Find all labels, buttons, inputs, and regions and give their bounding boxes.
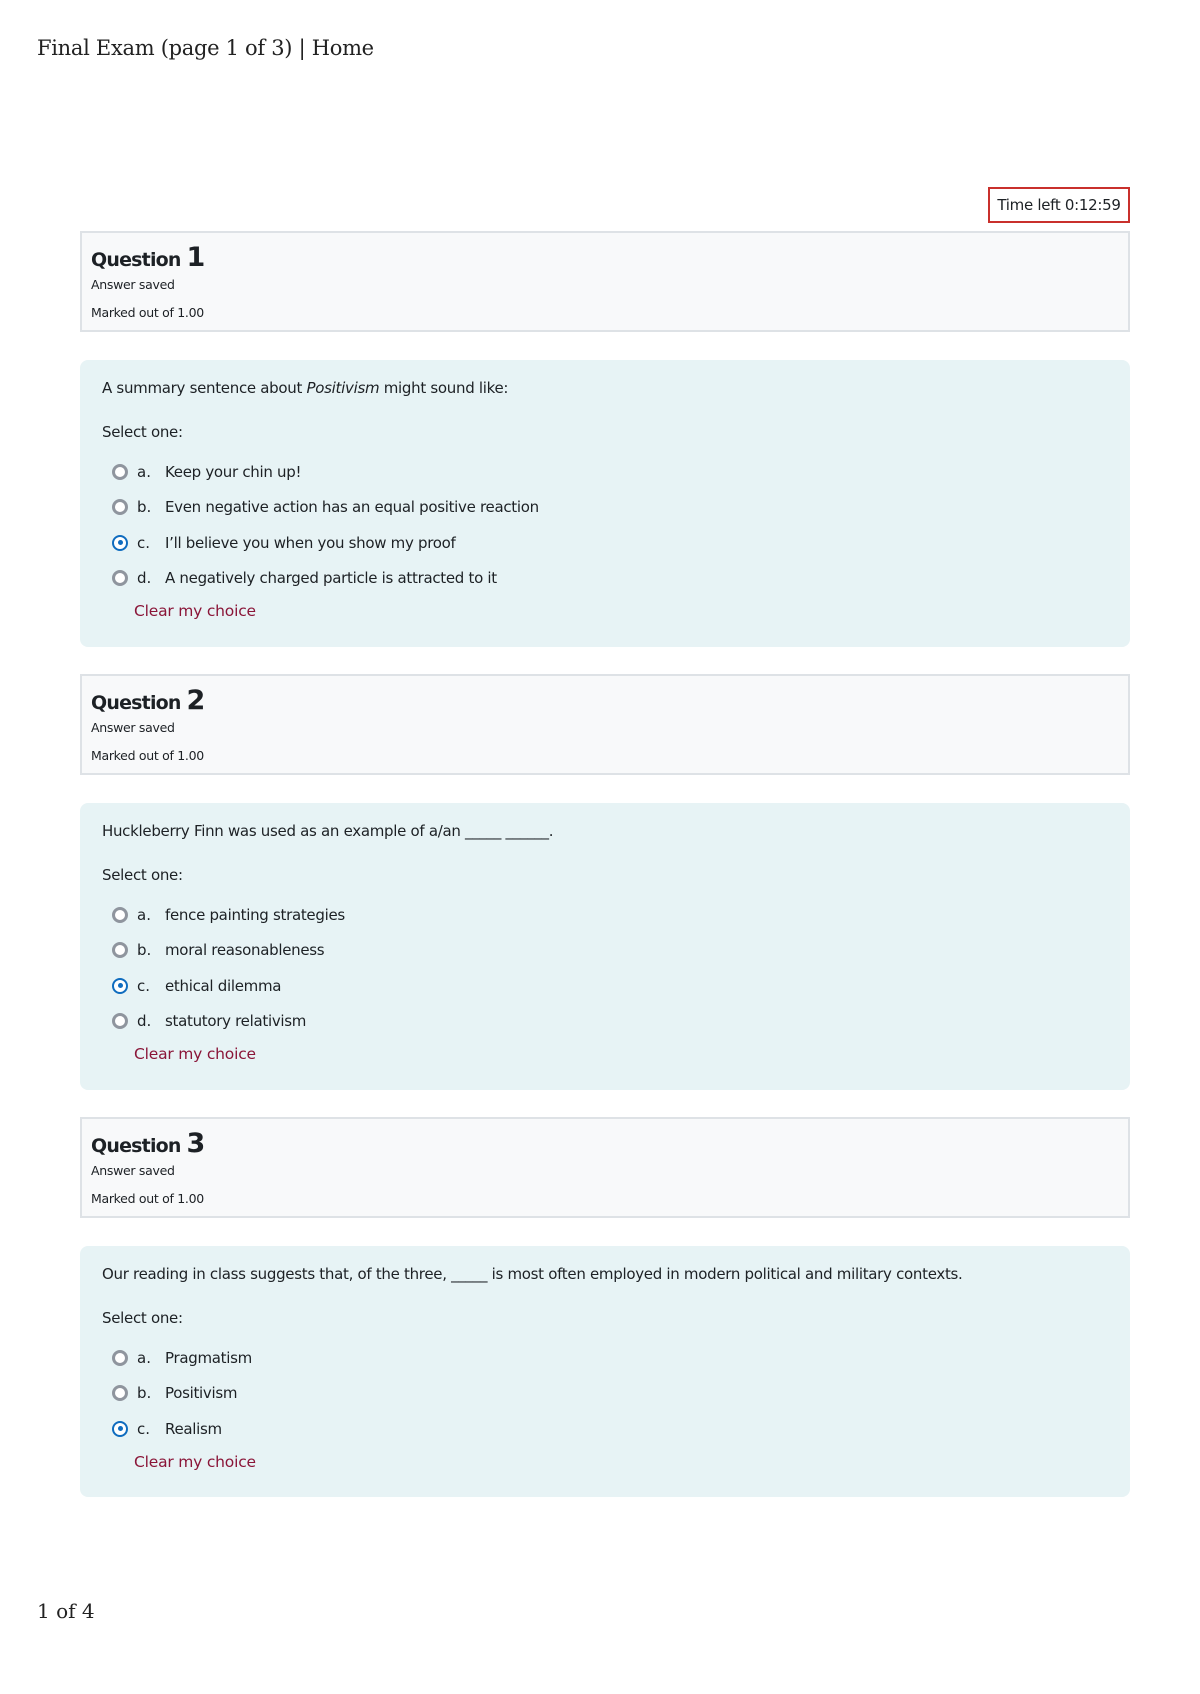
question-number: Question 1 [91,242,206,273]
answer-list [102,454,1108,596]
radio-button[interactable] [112,1385,128,1401]
answer-option-a[interactable]: a. fence painting strategies [112,897,1108,933]
answer-label: I’ll believe you when you show my proof [165,533,456,552]
clear-choice-link[interactable]: Clear my choice [134,602,256,620]
answer-option-c[interactable]: c. ethical dilemma [112,968,1108,1004]
timer-text: Time left 0:12:59 [997,196,1121,214]
answer-label: statutory relativism [165,1012,307,1031]
page-counter: 1 of 4 [37,1599,95,1623]
answer-label: Keep your chin up! [165,462,302,481]
clear-choice-link[interactable]: Clear my choice [134,1452,256,1471]
question-number: Question 3 [91,1128,206,1159]
select-prompt: Select one: [102,423,183,441]
question-state: Answer saved [91,277,175,292]
radio-button[interactable] [112,570,128,586]
answer-option-b[interactable]: b. Even negative action has an equal positive reaction [112,490,1108,526]
radio-button[interactable] [112,464,128,480]
clear-choice-link[interactable]: Clear my choice [134,1045,256,1063]
question-grade: Marked out of 1.00 [91,305,204,320]
question-content-2 [80,803,1130,1090]
question-grade: Marked out of 1.00 [91,748,204,763]
select-prompt: Select one: [102,1309,183,1327]
answer-label: A negatively charged particle is attracted to it [165,569,497,588]
quiz-timer [988,187,1130,223]
answer-label: Positivism [165,1384,238,1403]
question-text: A summary sentence about Positivism might sound like: [102,379,509,397]
question-text: Huckleberry Finn was used as an example of a/an _____ ______. [102,822,554,840]
answer-label: Even negative action has an equal positive reaction [165,498,539,517]
radio-button-selected[interactable] [112,535,128,551]
question-text: Our reading in class suggests that, of the three, _____ is most often employed in modern political and military contexts. [102,1265,963,1283]
radio-button[interactable] [112,499,128,515]
question-state: Answer saved [91,720,175,735]
answer-option-a[interactable]: a. Keep your chin up! [112,454,1108,490]
answer-option-c[interactable]: c. Realism [112,1411,1108,1447]
answer-label: moral reasonableness [165,941,325,960]
answer-option-d[interactable]: d. statutory relativism [112,1004,1108,1040]
radio-button[interactable] [112,942,128,958]
page-title: Final Exam (page 1 of 3) | Home [37,36,374,60]
answer-list [102,1340,1108,1447]
question-info-1 [80,231,1130,332]
answer-label: ethical dilemma [165,976,282,995]
answer-label: Realism [165,1419,222,1438]
question-number: Question 2 [91,685,206,716]
answer-option-b[interactable]: b. Positivism [112,1376,1108,1412]
answer-label: Pragmatism [165,1348,252,1367]
answer-label: fence painting strategies [165,905,345,924]
radio-button-selected[interactable] [112,978,128,994]
radio-button[interactable] [112,907,128,923]
radio-button[interactable] [112,1013,128,1029]
answer-list [102,897,1108,1039]
question-info-2 [80,674,1130,775]
question-info-3 [80,1117,1130,1218]
question-grade: Marked out of 1.00 [91,1191,204,1206]
answer-option-a[interactable]: a. Pragmatism [112,1340,1108,1376]
answer-option-c[interactable]: c. I’ll believe you when you show my proof [112,525,1108,561]
answer-option-b[interactable]: b. moral reasonableness [112,933,1108,969]
answer-option-d[interactable]: d. A negatively charged particle is attracted to it [112,561,1108,597]
question-content-1 [80,360,1130,647]
question-content-3 [80,1246,1130,1497]
select-prompt: Select one: [102,866,183,884]
radio-button-selected[interactable] [112,1421,128,1437]
question-state: Answer saved [91,1163,175,1178]
radio-button[interactable] [112,1350,128,1366]
